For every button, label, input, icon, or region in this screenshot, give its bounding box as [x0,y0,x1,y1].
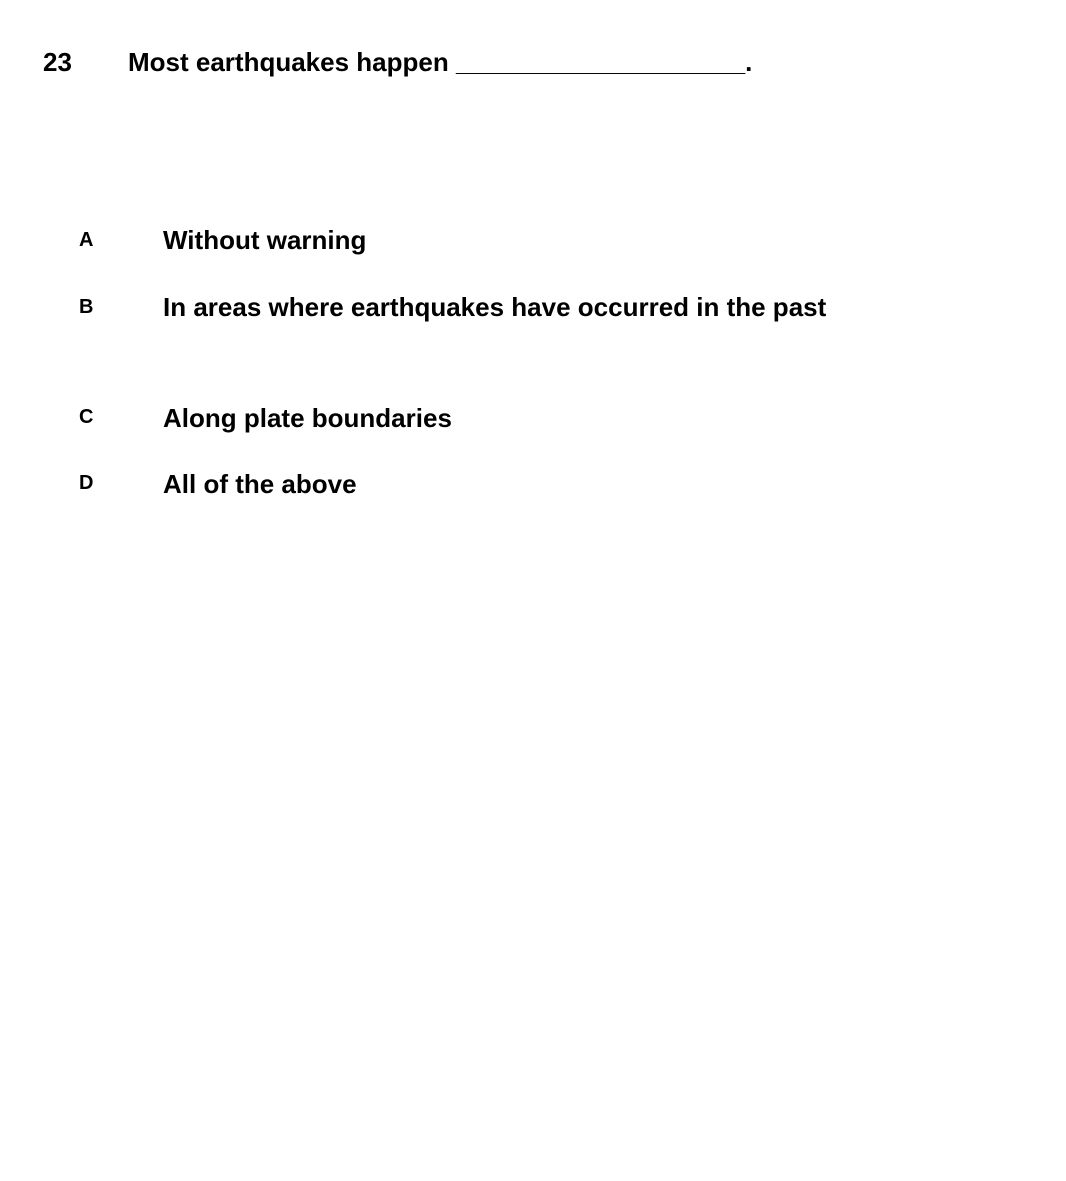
option-a-text: Without warning [163,225,367,255]
option-d-text: All of the above [163,469,357,499]
question-stem: Most earthquakes happen ____________________. [128,47,753,77]
option-b-text: In areas where earthquakes have occurred in the past [163,292,827,322]
option-c-letter: C [79,406,94,428]
option-b-letter: B [79,296,94,318]
option-c-text: Along plate boundaries [163,403,452,433]
question-number: 23 [43,47,72,77]
option-d-letter: D [79,472,94,494]
option-a-letter: A [79,229,94,251]
